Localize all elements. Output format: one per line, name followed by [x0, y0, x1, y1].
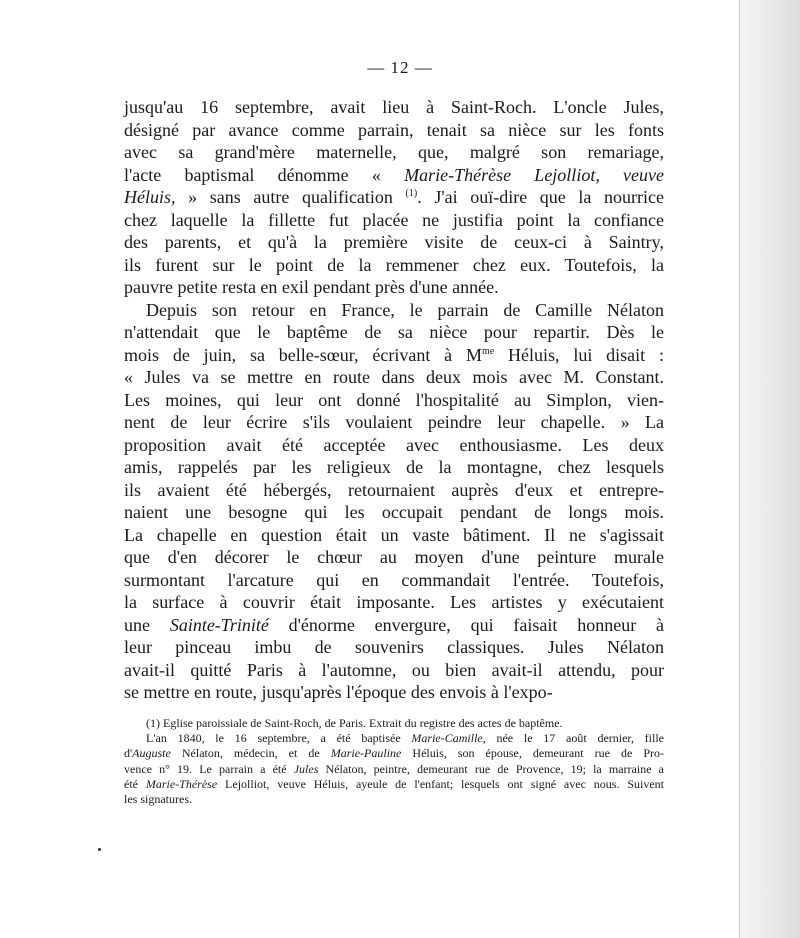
text-run: avec sa grand'mère maternelle, que, malgré son remariage, [124, 142, 664, 162]
text-run: proposition avait été acceptée avec enthousiasme. Les deux [124, 434, 664, 455]
text-run: « Jules va se mettre en route dans deux mois avec M. Constant. [124, 367, 664, 387]
text-run: avait-il quitté Paris à l'automne, ou bien avait-il attendu, pour [124, 659, 664, 680]
text-run: Héluis, lui disait : [494, 344, 664, 365]
text-line [124, 276, 664, 299]
text-run: ils furent sur le point de la remmener chez eux. Toutefois, la [124, 254, 664, 275]
text-run: vence n° 19. Le parrain a été [124, 761, 294, 776]
text-line [124, 389, 664, 412]
italic-text: Sainte-Trinité [169, 614, 269, 635]
text-line [124, 96, 664, 119]
italic-text: Héluis, [124, 187, 176, 207]
main-text [124, 96, 664, 704]
text-run: » sans autre qualification [175, 187, 406, 207]
text-line [124, 479, 664, 502]
text-run: les signatures. [124, 791, 192, 806]
text-run: jusqu'au 16 septembre, avait lieu à Saint-Roch. L'oncle Jules, [124, 97, 664, 117]
page-number: — 12 — [367, 58, 433, 77]
superscript: me [481, 345, 495, 357]
text-run: La chapelle en question était un vaste bâtiment. Il ne s'agissait [124, 524, 664, 545]
text-run: d'énorme envergure, qui faisait honneur à [268, 614, 664, 635]
text-line [124, 321, 664, 344]
text-line [124, 299, 664, 322]
text-run: Nélaton, peintre, demeurant rue de Provence, 19; la marraine a [318, 761, 664, 776]
italic-text: Marie-Camille [411, 731, 483, 746]
text-run: la surface à couvrir était imposante. Les artistes y exécutaient [124, 592, 664, 612]
text-run: l'acte baptismal dénomme « [124, 164, 405, 185]
footnote-line [124, 731, 664, 746]
text-run: été [124, 776, 146, 791]
text-line [124, 209, 664, 232]
text-line [124, 366, 664, 389]
italic-text: Jules [293, 761, 319, 776]
text-line [124, 186, 664, 209]
italic-text: Auguste [132, 746, 171, 761]
text-run: Depuis son retour en France, le parrain de Camille Nélaton [146, 299, 664, 320]
text-line [124, 119, 664, 142]
text-line [124, 254, 664, 277]
text-line [124, 591, 664, 614]
text-line [124, 456, 664, 479]
text-run: Lejolliot, veuve Héluis, ayeule de l'enfant; lesquels ont signé avec nous. Suivent [217, 776, 664, 791]
text-run: surmontant l'arcature qui en commandait l'entrée. Toutefois, [124, 569, 664, 590]
text-line [124, 141, 664, 164]
text-run: Les moines, qui leur ont donné l'hospitalité au Simplon, vien- [124, 389, 664, 410]
footnotes [124, 716, 664, 807]
footnote-line [124, 777, 664, 792]
text-run: une [124, 614, 170, 635]
text-line [124, 546, 664, 569]
text-run: . J'ai ouï-dire que la nourrice [417, 187, 664, 207]
text-run: , née le 17 août dernier, fille [482, 731, 665, 746]
text-line [124, 569, 664, 592]
text-line [124, 614, 664, 637]
text-run: naient une besogne qui les occupait pendant de longs mois. [124, 502, 664, 522]
italic-text: Marie-Pauline [330, 746, 402, 761]
text-run: (1) Eglise paroissiale de Saint-Roch, de Paris. Extrait du registre des actes de baptême. [146, 716, 563, 730]
footnote-line [124, 746, 664, 761]
paper-speck [98, 848, 101, 851]
superscript: (1) [405, 188, 418, 199]
text-run: Nélaton, médecin, et de [170, 746, 331, 761]
italic-text: Marie-Thérèse Lejolliot, veuve [404, 164, 665, 185]
text-run: désigné par avance comme parrain, tenait sa nièce sur les fonts [124, 119, 664, 140]
text-line [124, 659, 664, 682]
page-edge-shadow [738, 0, 800, 938]
text-run: Héluis, son épouse, demeurant rue de Pro- [401, 746, 665, 761]
page-edge-line [739, 0, 740, 938]
text-run: que d'en décorer le chœur au moyen d'une peinture murale [124, 547, 664, 567]
text-run: leur pinceau imbu de souvenirs classiques. Jules Nélaton [124, 637, 664, 657]
text-run: pauvre petite resta en exil pendant près d'une année. [124, 277, 499, 297]
footnote-line [124, 716, 664, 731]
text-run: des parents, et qu'à la première visite de ceux-ci à Saintry, [124, 232, 664, 252]
text-line [124, 231, 664, 254]
text-run: L'an 1840, le 16 septembre, a été baptisée [146, 731, 412, 746]
text-run: d' [124, 746, 133, 761]
text-run: se mettre en route, jusqu'après l'époque des envois à l'expo- [124, 682, 553, 702]
text-run: n'attendait que le baptême de sa nièce pour repartir. Dès le [124, 322, 664, 342]
text-line [124, 344, 664, 367]
text-run: chez laquelle la fillette fut placée ne justifia point la confiance [124, 209, 664, 230]
text-line [124, 636, 664, 659]
text-line [124, 411, 664, 434]
italic-text: Marie-Thérèse [145, 776, 218, 791]
text-run: ils avaient été hébergés, retournaient auprès d'eux et entrepre- [124, 479, 664, 500]
text-run: nent de leur écrire s'ils voulaient peindre leur chapelle. » La [124, 412, 664, 432]
text-line [124, 164, 664, 187]
text-line [124, 434, 664, 457]
text-run: amis, rappelés par les religieux de la montagne, chez lesquels [124, 457, 664, 477]
footnote-line [124, 792, 664, 807]
text-line [124, 681, 664, 704]
text-line [124, 501, 664, 524]
footnote-line [124, 762, 664, 777]
text-run: mois de juin, sa belle-sœur, écrivant à M [124, 344, 482, 365]
text-line [124, 524, 664, 547]
